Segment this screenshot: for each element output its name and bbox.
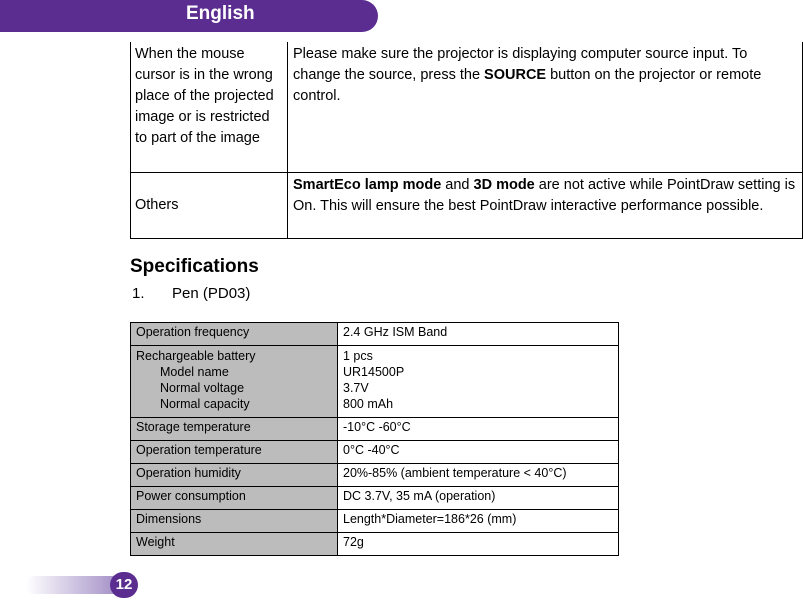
page-number: 12	[110, 572, 138, 598]
table-row: Operation humidity 20%-85% (ambient temperature < 40°C)	[131, 464, 619, 487]
section-heading: Specifications	[130, 256, 259, 277]
troubleshooting-table	[130, 42, 803, 239]
table-row: Operation frequency 2.4 GHz ISM Band	[131, 323, 619, 346]
source-button-name: SOURCE	[484, 67, 547, 83]
language-label: English	[186, 3, 255, 24]
table-row	[131, 42, 803, 173]
table-row: Dimensions Length*Diameter=186*26 (mm)	[131, 510, 619, 533]
table-row	[131, 173, 803, 239]
item-label: Pen (PD03)	[172, 285, 251, 302]
table-row: Storage temperature -10°C -60°C	[131, 418, 619, 441]
table-row: Operation temperature 0°C -40°C	[131, 441, 619, 464]
language-tab	[0, 0, 378, 32]
solution-cell: Please make sure the projector is displaying computer source input. To change the source, press the SOURCE button on the projector or remote control.	[288, 42, 803, 173]
problem-cell: When the mouse cursor is in the wrong place of the projected image or is restricted to part of the image	[131, 42, 288, 173]
spec-table	[130, 322, 619, 556]
item-number: 1.	[132, 285, 145, 302]
spec-item-title	[132, 285, 250, 302]
table-row: Weight 72g	[131, 533, 619, 556]
table-row: Power consumption DC 3.7V, 35 mA (operation)	[131, 487, 619, 510]
table-row: Rechargeable battery Model name Normal voltage Normal capacity 1 pcs UR14500P 3.7V 800 mAh	[131, 346, 619, 418]
solution-cell: SmartEco lamp mode and 3D mode are not active while PointDraw setting is On. This will ensure the best PointDraw interactive performance possible.	[288, 173, 803, 239]
problem-cell: Others	[131, 173, 288, 239]
